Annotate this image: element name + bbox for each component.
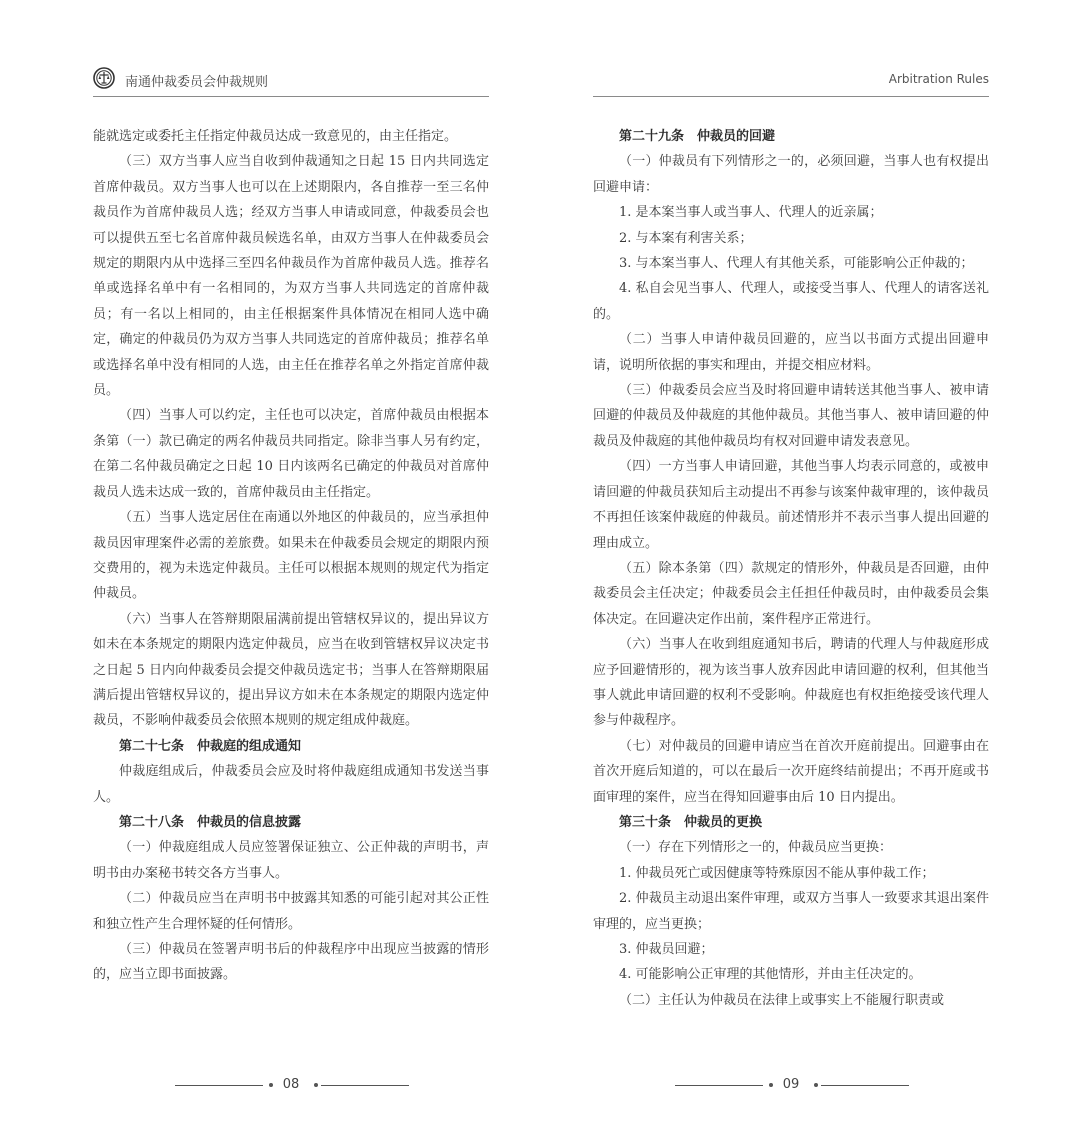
right-page-body	[593, 124, 989, 1013]
right-page-header	[593, 66, 989, 97]
body-paragraph: （七）对仲裁员的回避申请应当在首次开庭前提出。回避事由在首次开庭后知道的，可以在最后一次开庭终结前提出；不再开庭或书面审理的案件，应当在得知回避事由后 10 日内提出。	[593, 738, 989, 805]
footer-dot-right	[314, 1083, 318, 1087]
body-paragraph: 1. 是本案当事人或当事人、代理人的近亲属；	[619, 205, 883, 221]
body-paragraph: （五）当事人选定居住在南通以外地区的仲裁员的，应当承担仲裁员因审理案件必需的差旅费。如果未在仲裁委员会规定的期限内预交费用的，视为未选定仲裁员。主任可以根据本规则的规定代为指定仲裁员。	[93, 510, 489, 602]
body-paragraph: （一）仲裁庭组成人员应签署保证独立、公正仲裁的声明书，声明书由办案秘书转交各方当事人。	[93, 840, 489, 881]
body-paragraph: （二）当事人申请仲裁员回避的，应当以书面方式提出回避申请，说明所依据的事实和理由，并提交相应材料。	[593, 332, 989, 373]
body-paragraph: （三）双方当事人应当自收到仲裁通知之日起 15 日内共同选定首席仲裁员。双方当事人也可以在上述期限内，各自推荐一至三名仲裁员作为首席仲裁员人选；经双方当事人申请或同意，仲裁委员会也可以提供五至七名首席仲裁员候选名单，由双方当事人在仲裁委员会规定的期限内从中选择三至四名仲裁员作为首席仲裁员人选。推荐名单或选择名单中有一名相同的，为双方当事人共同选定的首席仲裁员；有一名以上相同的，由主任根据案件具体情况在相同人选中确定，确定的仲裁员仍为双方当事人共同选定的首席仲裁员；推荐名单或选择名单中没有相同的人选，由主任在推荐名单之外指定首席仲裁员。	[93, 154, 489, 399]
arbitration-emblem-icon	[93, 67, 115, 89]
body-paragraph: （四）一方当事人申请回避，其他当事人均表示同意的，或被申请回避的仲裁员获知后主动提出不再参与该案仲裁审理的，该仲裁员不再担任该案仲裁庭的仲裁员。前述情形并不表示当事人提出回避的理由成立。	[593, 459, 989, 551]
body-paragraph: 2. 与本案有利害关系；	[619, 230, 753, 246]
footer-rule-right	[321, 1085, 409, 1086]
body-paragraph: （六）当事人在答辩期限届满前提出管辖权异议的，提出异议方如未在本条规定的期限内选定仲裁员，应当在收到管辖权异议决定书之日起 5 日内向仲裁委员会提交仲裁员选定书；当事人在答辩期限届满后提出管辖权异议的，提出异议方如未在本条规定的期限内选定仲裁员，不影响仲裁委员会依照本规则的规定组成仲裁庭。	[93, 611, 489, 729]
body-paragraph: （一）仲裁员有下列情形之一的，必须回避，当事人也有权提出回避申请：	[593, 154, 989, 195]
footer-rule-left	[675, 1085, 763, 1086]
body-paragraph: 1. 仲裁员死亡或因健康等特殊原因不能从事仲裁工作；	[619, 865, 935, 881]
body-paragraph: 能就选定或委托主任指定仲裁员达成一致意见的，由主任指定。	[93, 129, 458, 144]
footer-rule-left	[175, 1085, 263, 1086]
header-title-english: Arbitration Rules	[888, 72, 989, 86]
body-paragraph: 4. 私自会见当事人、代理人，或接受当事人、代理人的请客送礼的。	[593, 281, 989, 322]
body-paragraph: （三）仲裁委员会应当及时将回避申请转送其他当事人、被申请回避的仲裁员及仲裁庭的其他仲裁员。其他当事人、被申请回避的仲裁员及仲裁庭的其他仲裁员均有权对回避申请发表意见。	[593, 383, 989, 449]
body-paragraph: （二）仲裁员应当在声明书中披露其知悉的可能引起对其公正性和独立性产生合理怀疑的任何情形。	[93, 891, 489, 932]
body-paragraph: （五）除本条第（四）款规定的情形外，仲裁员是否回避，由仲裁委员会主任决定；仲裁委员会主任担任仲裁员时，由仲裁委员会集体决定。在回避决定作出前，案件程序正常进行。	[593, 560, 989, 627]
header-title: 南通仲裁委员会仲裁规则	[125, 75, 269, 90]
footer-dot-right	[814, 1083, 818, 1087]
body-paragraph: （四）当事人可以约定，主任也可以决定，首席仲裁员由根据本条第（一）款已确定的两名仲裁员共同指定。除非当事人另有约定，在第二名仲裁员确定之日起 10 日内该两名已确定的仲裁员对首席仲裁员人选未达成一致的，首席仲裁员由主任指定。	[93, 408, 489, 500]
body-paragraph: （六）当事人在收到组庭通知书后，聘请的代理人与仲裁庭形成应予回避情形的，视为该当事人放弃因此申请回避的权利，但其他当事人就此申请回避的权利不受影响。仲裁庭也有权拒绝接受该代理人参与仲裁程序。	[593, 637, 989, 729]
page-number: 09	[782, 1077, 800, 1092]
body-paragraph: 2. 仲裁员主动退出案件审理，或双方当事人一致要求其退出案件审理的，应当更换；	[593, 891, 989, 932]
right-page-footer	[593, 1076, 989, 1096]
left-page-header	[93, 66, 489, 97]
article-heading: 第二十九条 仲裁员的回避	[619, 129, 776, 144]
body-paragraph: （三）仲裁员在签署声明书后的仲裁程序中出现应当披露的情形的，应当立即书面披露。	[93, 942, 489, 983]
left-page-body	[93, 124, 489, 988]
footer-rule-right	[821, 1085, 909, 1086]
article-heading: 第二十七条 仲裁庭的组成通知	[119, 738, 302, 754]
body-paragraph: 3. 仲裁员回避；	[619, 942, 714, 957]
left-page-footer	[93, 1076, 489, 1096]
body-paragraph: 仲裁庭组成后，仲裁委员会应及时将仲裁庭组成通知书发送当事人。	[93, 764, 489, 805]
article-heading: 第三十条 仲裁员的更换	[619, 814, 763, 830]
page-number: 08	[282, 1077, 300, 1092]
article-heading: 第二十八条 仲裁员的信息披露	[119, 814, 302, 830]
body-paragraph: （二）主任认为仲裁员在法律上或事实上不能履行职责或	[619, 992, 945, 1008]
body-paragraph: 3. 与本案当事人、代理人有其他关系，可能影响公正仲裁的；	[619, 256, 974, 272]
body-paragraph: 4. 可能影响公正审理的其他情形，并由主任决定的。	[619, 967, 922, 983]
body-paragraph: （一）存在下列情形之一的，仲裁员应当更换：	[619, 840, 893, 856]
